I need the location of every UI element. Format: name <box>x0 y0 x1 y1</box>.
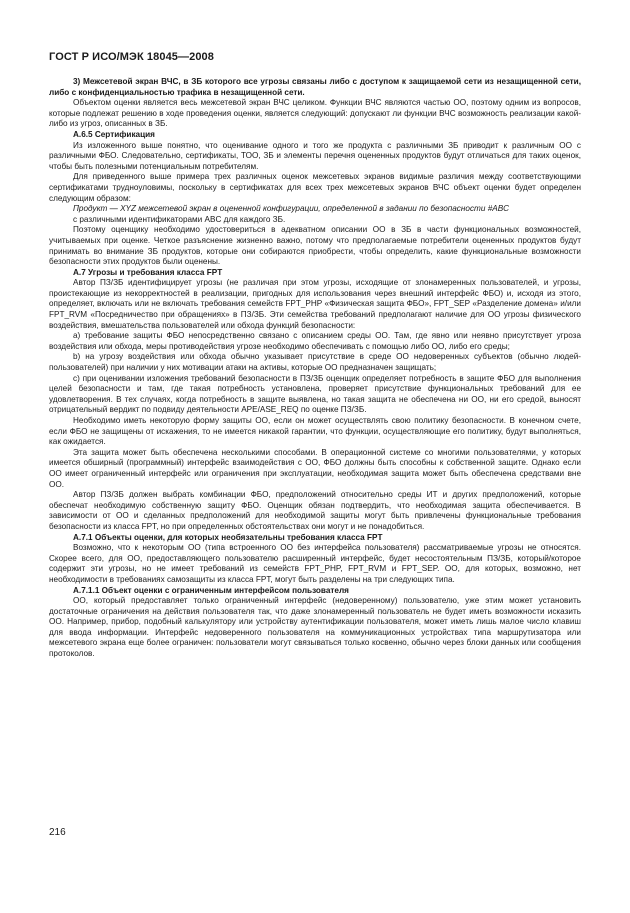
body-text <box>49 77 581 660</box>
paragraph: Из изложенного выше понятно, что оценивание одного и того же продукта с различными ЗБ приводит к различным ОО с различными ФБО. Следовательно, сертификаты, ТОО, ЗБ и элементы перечня оцененных продуктов будут отличаться для таких оценок, чтобы быть полезными потенциальным потребителям. <box>49 140 581 171</box>
paragraph: ОО, который предоставляет только ограниченный интерфейс (недоверенному) пользователю, уже этим может установить достаточные ограничения на действия пользователя так, что даже злонамеренный пользователь не будет иметь возможности исказить ОО. Например, прибор, подобный калькулятору или устройству аутентификации пользователя, может иметь лишь малое число клавиш для ввода информации. Интерфейс недоверенного пользователя на коммуникационных устройствах типа маршрутизатора или межсетевого экрана еще более ограничен: пользователи могут связываться только косвенно, обычно через блоки данных или сообщения протоколов. <box>49 596 581 659</box>
paragraph: Объектом оценки является весь межсетевой экран ВЧС целиком. Функции ВЧС являются частью ОО, поэтому одним из вопросов, которые подлежат решению в ходе проведения оценки, является следующий: допускают ли функции ВЧС возможность реализации какой-либо из угроз, описанных в ЗБ. <box>49 98 581 129</box>
section-heading-a-6-5: А.6.5 Сертификация <box>73 129 155 139</box>
page-header: ГОСТ Р ИСО/МЭК 18045—2008 <box>49 51 214 63</box>
list-item-b: b) на угрозу воздействия или обхода обычно указывает присутствие в среде ОО недоверенных субъектов (обычно людей-пользователей) при наличии у них мотивации атаки на активы, которые ОО предназначен защищать; <box>49 352 581 373</box>
paragraph: Эта защита может быть обеспечена несколькими способами. В операционной системе со многими пользователями, у которых имеется обширный (программный) интерфейс взаимодействия с ОО, ФБО должны быть способны к собственной защите. Однако если ОО имеет ограниченный интерфейс или ограничения при эксплуатации, необходимая защита может быть обеспечена средствами вне ОО. <box>49 447 581 489</box>
paragraph: Возможно, что к некоторым ОО (типа встроенного ОО без интерфейса пользователя) рассматриваемые угрозы не относятся. Скорее всего, для ОО, предоставляющего пользователю расширенный интерфейс, будет несостоятельным ПЗ/ЗБ, который/которое содержит эти угрозы, но не имеет требований из семейств FPT_PHP, FPT_RVM и FPT_SEP. ОО, для которых, возможно, нет необходимости в требованиях самозащиты из класса FPT, могут быть разделены на три следующих типа. <box>49 543 581 584</box>
paragraph: Автор ПЗ/ЗБ идентифицирует угрозы (не различая при этом угрозы, исходящие от злонамеренных пользователей, и угрозы, проистекающие из некорректностей в реализации, пригодных для использования через внешний интерфейс ФБО) и, исходя из этого, определяет, включать или не включать требования семейств FPT_PHP «Физическая защита ФБО», FPT_SEP «Разделение домена» и/или FPT_RVM «Посредничество при обращениях» в ПЗ/ЗБ. Эти семейства требований предполагают наличие для ОО угрозы физического воздействия, вмешательства пользователей или обхода функций безопасности: <box>49 278 581 330</box>
list-item-c: c) при оценивании изложения требований безопасности в ПЗ/ЗБ оценщик определяет потребность в защите ФБО для выполнения целей безопасности и там, где такая потребность установлена, проверяет присутствие функциональных требований для ее удовлетворения. В тех случаях, когда потребность в защите выявлена, но такая защита не обеспечена ни ОО, ни его средой, выносят отрицательный вердикт по подвиду деятельности APE/ASE_REQ по оценке ПЗ/ЗБ. <box>49 373 581 415</box>
section-heading-a-7-1: А.7.1 Объекты оценки, для которых необязательны требования класса FPT <box>73 532 383 542</box>
paragraph: с различными идентификаторами ABC для каждого ЗБ. <box>73 214 286 224</box>
list-item-a: a) требование защиты ФБО непосредственно связано с описанием среды ОО. Там, где явно или неявно присутствует угроза воздействия или обхода, меры противодействия угрозе необходимо обеспечивать с помощью либо ОО, либо его среды; <box>49 331 581 351</box>
paragraph: Автор ПЗ/ЗБ должен выбрать комбинации ФБО, предположений относительно среды ИТ и других предположений, которые обеспечат необходимую собственную защиту ФБО. Оценщик обязан подтвердить, что необходимая защита обеспечивается. В зависимости от ОО и сделанных предположений для необходимой защиты могут быть привлечены функциональные требования безопасности из класса FPT, но при определенных обстоятельствах они могут и не понадобиться. <box>49 490 581 531</box>
paragraph: Необходимо иметь некоторую форму защиты ОО, если он может осуществлять свою политику безопасности. В конечном счете, если ФБО не защищены от искажения, то не имеется никакой гарантии, что функции, осуществляющие его политику, будут выполняться, как ожидается. <box>49 416 581 447</box>
paragraph-vchs-item-3: 3) Межсетевой экран ВЧС, в ЗБ которого все угрозы связаны либо с доступом к защищаемой сети из незащищенной сети, либо с конфиденциальностью трафика в незащищенной сети. <box>49 77 581 97</box>
section-heading-a-7-1-1: А.7.1.1 Объект оценки с ограниченным интерфейсом пользователя <box>73 585 349 595</box>
paragraph: Поэтому оценщику необходимо удостовериться в адекватном описании ОО в ЗБ в части функциональных возможностей, учитываемых при оценке. Четкое разъяснение жизненно важно, потому что предполагаемые потребители оцененных продуктов будут принимать во внимание ЗБ продуктов, которые они собираются приобрести, чтобы определить, какие функциональные возможности безопасности этих продуктов были оценены. <box>49 225 581 267</box>
section-heading-a-7: А.7 Угрозы и требования класса FPT <box>73 267 223 277</box>
product-definition: Продукт — XYZ межсетевой экран в оцененной конфигурации, определенной в задании по безопасности #ABC <box>73 204 510 214</box>
page-number: 216 <box>49 827 66 838</box>
paragraph: Для приведенного выше примера трех различных оценок межсетевых экранов видимые различия между соответствующими сертификатами труднoуловимы, поскольку в сертификатах для всех трех межсетевых экранов ВЧС объект оценки будет определен следующим образом: <box>49 172 581 203</box>
